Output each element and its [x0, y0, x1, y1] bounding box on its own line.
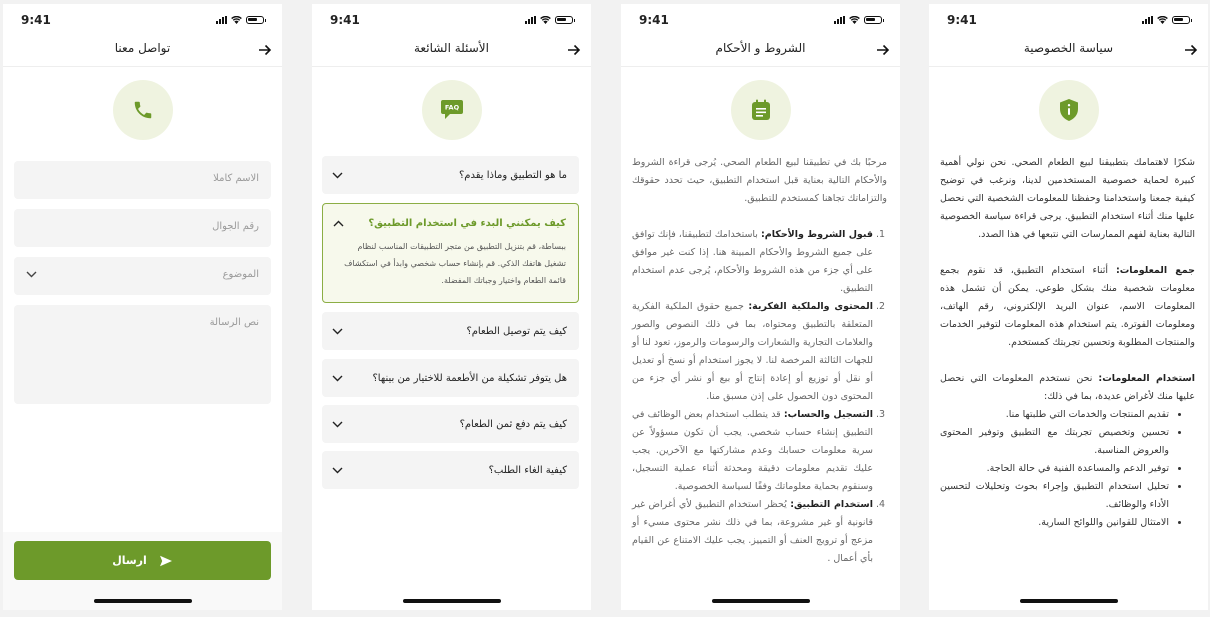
faq-question: ما هو التطبيق وماذا يقدم؟: [458, 170, 567, 181]
privacy-intro: شكرًا لاهتمامك بتطبيقنا لبيع الطعام الصحي. نحن نولي أهمية كبيرة لحماية خصوصية المستخدمين لدينا، ونرغب في توضيح كيفية جمعنا واستخدامنا وحفظنا للمعلومات الشخصية التي نحصل عليها منك أثناء استخدام التطبيق. يرجى قراءة سياسة الخصوصية التالية بعناية لفهم الممارسات التي نتبعها في هذا الصدد.: [940, 157, 1195, 240]
chevron-down-icon: [332, 421, 343, 428]
faq-answer: ببساطة، قم بتنزيل التطبيق من متجر التطبيقات المناسب لنظام تشغيل هاتفك الذكي. قم بإنشاء حساب شخصي وابدأ في استكشاف قائمة الطعام واختيار وجباتك المفضلة.: [344, 242, 566, 285]
subject-placeholder: الموضوع: [222, 269, 259, 280]
send-icon: [159, 555, 173, 567]
wifi-icon: [540, 16, 551, 24]
wifi-icon: [231, 16, 242, 24]
back-arrow-icon[interactable]: [1184, 43, 1198, 57]
battery-icon: [1172, 16, 1190, 24]
chevron-down-icon: [332, 375, 343, 382]
list-item: • تحسين وتخصيص تجربتك مع التطبيق وتوفير المحتوى والعروض المناسبة.: [940, 424, 1169, 460]
contact-screen: [3, 4, 282, 610]
privacy-screen: [929, 4, 1208, 610]
page-header: [312, 36, 591, 67]
back-arrow-icon[interactable]: [876, 43, 890, 57]
privacy-collect-text: أثناء استخدام التطبيق، قد نقوم بجمع معلومات شخصية منك بشكل طوعي. يمكن أن تشمل هذه المعلومات الاسم، عنوان البريد الإلكتروني، رقم الهاتف، ومعلومات الفوترة. يتم استخدام هذه المعلومات لتوفير الخدمات والمنتجات المطلوبة وتحسين تجربتك كمستخدم.: [940, 265, 1195, 348]
faq-screen: [312, 4, 591, 610]
signal-icon: [525, 16, 536, 24]
battery-icon: [555, 16, 573, 24]
faq-question: كيفية الغاء الطلب؟: [488, 465, 567, 476]
chevron-down-icon: [332, 328, 343, 335]
battery-icon: [246, 16, 264, 24]
faq-icon-text: FAQ: [444, 103, 459, 112]
faq-item[interactable]: [322, 405, 579, 443]
phone-field[interactable]: [14, 209, 271, 247]
clipboard-icon: [751, 99, 771, 121]
list-item: • تقديم المنتجات والخدمات التي طلبتها منا.: [940, 406, 1169, 424]
terms-item-text: قد يتطلب استخدام بعض الوظائف في التطبيق إنشاء حساب شخصي. يجب أن تكون مسؤولاً عن سرية معلومات حسابك وعدم مشاركتها مع الآخرين. يجب عليك تقديم معلومات دقيقة ومحدثة أثناء عملية التسجيل، وسنقوم بحماية معلوماتك وفقًا لسياسة الخصوصية.: [632, 409, 873, 492]
status-bar: [929, 4, 1208, 36]
privacy-use-list: [940, 406, 1195, 532]
privacy-use-heading: استخدام المعلومات:: [1098, 373, 1195, 384]
home-indicator: [94, 599, 192, 603]
status-icons: [1142, 16, 1190, 24]
faq-question: كيف يمكنني البدء في استخدام التطبيق؟: [368, 218, 566, 229]
shield-icon: [1059, 98, 1079, 122]
status-time: 9:41: [21, 13, 51, 27]
terms-content: [632, 154, 887, 568]
terms-item-heading: المحتوى والملكية الفكرية:: [748, 301, 873, 312]
terms-item: [632, 406, 873, 496]
status-bar: [621, 4, 900, 36]
faq-item[interactable]: [322, 156, 579, 194]
status-time: 9:41: [639, 13, 669, 27]
page-title: الشروط و الأحكام: [715, 41, 806, 55]
status-time: 9:41: [947, 13, 977, 27]
send-label: ارسال: [112, 554, 147, 567]
full-name-placeholder: الاسم كاملا: [213, 173, 259, 184]
page-title: سياسة الخصوصية: [1023, 41, 1114, 55]
full-name-field[interactable]: [14, 161, 271, 199]
send-button[interactable]: [14, 541, 271, 580]
wifi-icon: [1157, 16, 1168, 24]
terms-item-text: يُحظر استخدام التطبيق لأي أغراض غير قانونية أو غير مشروعة، بما في ذلك نشر محتوى مسيء أو مزعج أو ترويج العنف أو التمييز. يجب عليك الامتناع عن القيام بأي أعمال .: [632, 499, 873, 564]
terms-intro: مرحبًا بك في تطبيقنا لبيع الطعام الصحي. يُرجى قراءة الشروط والأحكام التالية بعناية قبل استخدام التطبيق، حيث تحدد حقوقك والتزاماتك تجاهنا كمستخدم للتطبيق.: [632, 157, 887, 204]
back-arrow-icon[interactable]: [258, 43, 272, 57]
back-arrow-icon[interactable]: [567, 43, 581, 57]
home-indicator: [1020, 599, 1118, 603]
list-item: • الامتثال للقوانين واللوائح السارية.: [940, 514, 1169, 532]
list-item: • توفير الدعم والمساعدة الفنية في حالة الحاجة.: [940, 460, 1169, 478]
privacy-content: [940, 154, 1195, 532]
wifi-icon: [849, 16, 860, 24]
page-header: [621, 36, 900, 67]
terms-item-heading: استخدام التطبيق:: [790, 499, 873, 510]
faq-icon-badge: [422, 80, 482, 140]
faq-question: كيف يتم توصيل الطعام؟: [466, 326, 567, 337]
privacy-collect: [940, 262, 1195, 352]
chevron-down-icon: [332, 467, 343, 474]
message-textarea[interactable]: [14, 305, 271, 404]
faq-question: هل يتوفر تشكيلة من الأطعمة للاختيار من بينها؟: [372, 373, 567, 384]
privacy-collect-heading: جمع المعلومات:: [1115, 265, 1195, 276]
faq-bubble-icon: [440, 99, 464, 121]
phone-placeholder: رقم الجوال: [212, 221, 259, 232]
page-title: تواصل معنا: [114, 41, 171, 55]
chevron-up-icon: [333, 220, 344, 227]
home-indicator: [403, 599, 501, 603]
home-indicator: [712, 599, 810, 603]
list-item: • تحليل استخدام التطبيق وإجراء بحوث وتحليلات لتحسين الأداء والوظائف.: [940, 478, 1169, 514]
phone-icon-badge: [113, 80, 173, 140]
signal-icon: [834, 16, 845, 24]
terms-item: [632, 298, 873, 406]
terms-item-heading: قبول الشروط والأحكام:: [760, 229, 873, 240]
privacy-icon-badge: [1039, 80, 1099, 140]
terms-item-heading: التسجيل والحساب:: [783, 409, 873, 420]
status-bar: [312, 4, 591, 36]
status-icons: [525, 16, 573, 24]
signal-icon: [216, 16, 227, 24]
phone-icon: [132, 99, 154, 121]
faq-question: كيف يتم دفع ثمن الطعام؟: [459, 419, 567, 430]
signal-icon: [1142, 16, 1153, 24]
terms-item: [632, 226, 873, 298]
terms-list: [632, 226, 887, 568]
faq-item-expanded[interactable]: [322, 203, 579, 303]
status-icons: [216, 16, 264, 24]
chevron-down-icon: [332, 172, 343, 179]
terms-screen: [621, 4, 900, 610]
status-bar: [3, 4, 282, 36]
subject-select[interactable]: [14, 257, 271, 295]
page-header: [3, 36, 282, 67]
terms-item-text: جميع حقوق الملكية الفكرية المتعلقة بالتطبيق ومحتواه، بما في ذلك النصوص والصور والعلامات التجارية والشعارات والرسومات والرموز، تعود لنا أو للجهات الثالثة المرخصة لنا. لا يجوز استخدام أو نسخ أو تعديل أو نقل أو توزيع أو إعادة إنتاج أو بيع أو نشر أي جزء من المحتوى دون الحصول على إذن مسبق منا.: [632, 301, 873, 402]
faq-item[interactable]: [322, 359, 579, 397]
faq-item[interactable]: [322, 451, 579, 489]
battery-icon: [864, 16, 882, 24]
status-time: 9:41: [330, 13, 360, 27]
terms-item: [632, 496, 873, 568]
status-icons: [834, 16, 882, 24]
chevron-down-icon: [26, 271, 37, 278]
faq-item[interactable]: [322, 312, 579, 350]
terms-item-text: باستخدامك لتطبيقنا، فإنك توافق على جميع الشروط والأحكام المبينة هنا. إذا كنت غير موافق على أي جزء من هذه الشروط والأحكام، يُرجى عدم استخدام التطبيق.: [632, 229, 873, 294]
terms-icon-badge: [731, 80, 791, 140]
page-header: [929, 36, 1208, 67]
privacy-use: [940, 370, 1195, 406]
privacy-use-text: نحن نستخدم المعلومات التي نحصل عليها منك لأغراض عديدة، بما في ذلك:: [940, 373, 1195, 402]
message-placeholder: نص الرسالة: [209, 317, 259, 328]
page-title: الأسئلة الشائعة: [414, 41, 489, 55]
